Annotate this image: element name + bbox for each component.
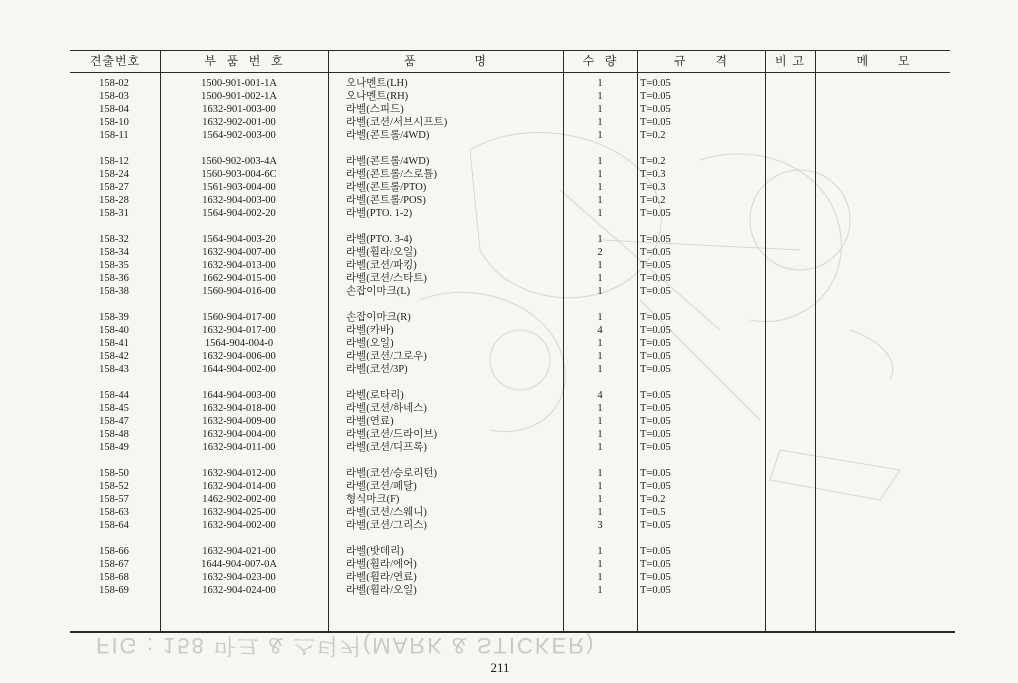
row-quantity: 1 (597, 130, 603, 141)
row-part-number: 1632-904-004-00 (202, 429, 276, 440)
row-name: 라벨(연료) (346, 416, 394, 427)
row-quantity: 1 (597, 182, 603, 193)
row-code: 158-48 (99, 429, 129, 440)
row-code: 158-31 (99, 208, 129, 219)
row-spec: T=0.05 (640, 104, 671, 115)
col-divider (637, 50, 638, 632)
row-part-number: 1564-904-004-0 (204, 338, 274, 349)
row-spec: T=0.2 (640, 195, 666, 206)
row-spec: T=0.05 (640, 429, 671, 440)
row-part-number: 1632-904-018-00 (202, 403, 276, 414)
table-top-rule (70, 50, 950, 51)
row-part-number: 1632-904-025-00 (202, 507, 276, 518)
row-code: 158-49 (99, 442, 129, 453)
row-spec: T=0.05 (640, 260, 671, 271)
row-quantity: 1 (597, 546, 603, 557)
row-spec: T=0.05 (640, 481, 671, 492)
row-part-number: 1632-904-012-00 (202, 468, 276, 479)
row-part-number: 1564-904-003-20 (202, 234, 276, 245)
col-divider (328, 50, 329, 632)
row-name: 라벨(코션/서브시프트) (346, 117, 448, 128)
row-spec: T=0.2 (640, 494, 666, 505)
col-divider (815, 50, 816, 632)
row-code: 158-28 (99, 195, 129, 206)
row-name: 라벨(스피드) (346, 104, 404, 115)
row-name: 손잡이마크(L) (346, 286, 411, 297)
row-quantity: 4 (597, 390, 603, 401)
row-name: 손잡이마크(R) (346, 312, 411, 323)
row-code: 158-12 (99, 156, 129, 167)
row-part-number: 1632-904-003-00 (202, 195, 276, 206)
row-spec: T=0.05 (640, 117, 671, 128)
row-name: 라벨(밧데리) (346, 546, 404, 557)
row-part-number: 1560-902-003-4A (201, 156, 277, 167)
row-spec: T=0.05 (640, 585, 671, 596)
row-spec: T=0.2 (640, 156, 666, 167)
row-name: 라벨(코션/3P) (346, 364, 408, 375)
row-code: 158-03 (99, 91, 129, 102)
row-code: 158-45 (99, 403, 129, 414)
row-name: 라벨(코션/스웨니) (346, 507, 427, 518)
row-spec: T=0.05 (640, 208, 671, 219)
row-name: 라벨(코션/그리스) (346, 520, 427, 531)
row-code: 158-10 (99, 117, 129, 128)
row-spec: T=0.05 (640, 468, 671, 479)
row-part-number: 1632-904-011-00 (202, 442, 276, 453)
row-quantity: 1 (597, 104, 603, 115)
header-name: 품 명 (404, 54, 487, 68)
row-code: 158-39 (99, 312, 129, 323)
row-code: 158-42 (99, 351, 129, 362)
row-part-number: 1632-904-014-00 (202, 481, 276, 492)
row-code: 158-50 (99, 468, 129, 479)
row-part-number: 1564-904-002-20 (202, 208, 276, 219)
col-divider (765, 50, 766, 632)
row-spec: T=0.05 (640, 416, 671, 427)
row-part-number: 1644-904-002-00 (202, 364, 276, 375)
row-spec: T=0.05 (640, 78, 671, 89)
row-spec: T=0.05 (640, 520, 671, 531)
row-code: 158-34 (99, 247, 129, 258)
row-spec: T=0.05 (640, 247, 671, 258)
row-spec: T=0.3 (640, 169, 666, 180)
row-spec: T=0.05 (640, 234, 671, 245)
row-name: 라벨(로타리) (346, 390, 404, 401)
row-code: 158-69 (99, 585, 129, 596)
row-part-number: 1560-904-016-00 (202, 286, 276, 297)
row-quantity: 1 (597, 585, 603, 596)
row-quantity: 1 (597, 338, 603, 349)
row-code: 158-27 (99, 182, 129, 193)
row-name: 오나멘트(RH) (346, 91, 409, 102)
row-quantity: 4 (597, 325, 603, 336)
row-code: 158-64 (99, 520, 129, 531)
row-quantity: 1 (597, 117, 603, 128)
row-spec: T=0.05 (640, 442, 671, 453)
row-quantity: 1 (597, 351, 603, 362)
row-quantity: 1 (597, 273, 603, 284)
row-part-number: 1462-902-002-00 (202, 494, 276, 505)
row-name: 라벨(콘트롤/4WD) (346, 156, 430, 167)
row-part-number: 1632-904-002-00 (202, 520, 276, 531)
row-spec: T=0.05 (640, 351, 671, 362)
row-quantity: 1 (597, 78, 603, 89)
row-part-number: 1632-901-003-00 (202, 104, 276, 115)
row-code: 158-35 (99, 260, 129, 271)
row-quantity: 1 (597, 286, 603, 297)
row-code: 158-66 (99, 546, 129, 557)
row-code: 158-24 (99, 169, 129, 180)
row-name: 라벨(콘트롤/4WD) (346, 130, 430, 141)
row-quantity: 1 (597, 572, 603, 583)
row-code: 158-38 (99, 286, 129, 297)
row-quantity: 1 (597, 312, 603, 323)
row-part-number: 1560-903-004-6C (201, 169, 277, 180)
row-quantity: 1 (597, 481, 603, 492)
row-part-number: 1644-904-003-00 (202, 390, 276, 401)
row-code: 158-04 (99, 104, 129, 115)
row-part-number: 1632-904-006-00 (202, 351, 276, 362)
row-name: 라벨(콘트롤/PTO) (346, 182, 427, 193)
row-quantity: 1 (597, 507, 603, 518)
row-spec: T=0.5 (640, 507, 666, 518)
row-part-number: 1500-901-001-1A (201, 78, 277, 89)
row-quantity: 1 (597, 234, 603, 245)
mirrored-footer-bleedthrough: FIG : 158 마크 & 스티커(MARK & STICKER) (96, 633, 596, 658)
row-code: 158-52 (99, 481, 129, 492)
row-part-number: 1564-902-003-00 (202, 130, 276, 141)
row-spec: T=0.05 (640, 338, 671, 349)
row-code: 158-41 (99, 338, 129, 349)
row-name: 라벨(휠라/오일) (346, 247, 417, 258)
row-quantity: 3 (597, 520, 603, 531)
row-part-number: 1632-904-023-00 (202, 572, 276, 583)
row-part-number: 1644-904-007-0A (201, 559, 277, 570)
row-name: 라벨(코션/그로우) (346, 351, 427, 362)
row-quantity: 1 (597, 468, 603, 479)
page-number: 211 (490, 660, 510, 675)
row-name: 라벨(코션/하네스) (346, 403, 427, 414)
row-code: 158-40 (99, 325, 129, 336)
row-name: 오나멘트(LH) (346, 78, 408, 89)
row-name: 라벨(코션/스타트) (346, 273, 427, 284)
row-part-number: 1632-904-017-00 (202, 325, 276, 336)
row-quantity: 1 (597, 403, 603, 414)
row-spec: T=0.05 (640, 273, 671, 284)
row-quantity: 1 (597, 494, 603, 505)
row-code: 158-68 (99, 572, 129, 583)
row-name: 라벨(휠라/연료) (346, 572, 417, 583)
row-code: 158-32 (99, 234, 129, 245)
row-name: 라벨(코션/페달) (346, 481, 417, 492)
row-spec: T=0.05 (640, 91, 671, 102)
row-spec: T=0.05 (640, 364, 671, 375)
row-quantity: 1 (597, 169, 603, 180)
row-code: 158-47 (99, 416, 129, 427)
row-code: 158-02 (99, 78, 129, 89)
header-memo: 메 모 (856, 54, 911, 68)
row-code: 158-36 (99, 273, 129, 284)
row-spec: T=0.05 (640, 286, 671, 297)
header-spec: 규 격 (673, 54, 729, 68)
header-part-number: 부 품 번 호 (204, 54, 284, 68)
row-part-number: 1632-904-013-00 (202, 260, 276, 271)
row-quantity: 1 (597, 91, 603, 102)
row-code: 158-43 (99, 364, 129, 375)
row-code: 158-44 (99, 390, 129, 401)
row-quantity: 1 (597, 195, 603, 206)
row-name: 라벨(휠라/오일) (346, 585, 417, 596)
row-spec: T=0.05 (640, 403, 671, 414)
header-quantity: 수 량 (582, 54, 618, 68)
row-code: 158-63 (99, 507, 129, 518)
row-part-number: 1561-903-004-00 (202, 182, 276, 193)
row-quantity: 1 (597, 156, 603, 167)
row-part-number: 1632-904-009-00 (202, 416, 276, 427)
col-divider (563, 50, 564, 632)
row-part-number: 1632-904-007-00 (202, 247, 276, 258)
row-part-number: 1632-902-001-00 (202, 117, 276, 128)
row-part-number: 1632-904-024-00 (202, 585, 276, 596)
row-part-number: 1632-904-021-00 (202, 546, 276, 557)
row-name: 라벨(콘트롤/POS) (346, 195, 426, 206)
row-name: 라벨(PTO. 1-2) (346, 208, 413, 219)
row-code: 158-67 (99, 559, 129, 570)
row-name: 라벨(코션/드라이브) (346, 429, 438, 440)
row-spec: T=0.05 (640, 390, 671, 401)
row-quantity: 1 (597, 416, 603, 427)
row-part-number: 1560-904-017-00 (202, 312, 276, 323)
row-code: 158-11 (99, 130, 129, 141)
row-part-number: 1662-904-015-00 (202, 273, 276, 284)
row-name: 라벨(코션/승로리턴) (346, 468, 438, 479)
row-quantity: 1 (597, 442, 603, 453)
row-quantity: 2 (597, 247, 603, 258)
row-name: 라벨(PTO. 3-4) (346, 234, 413, 245)
row-spec: T=0.2 (640, 130, 666, 141)
row-code: 158-57 (99, 494, 129, 505)
header-code: 견출번호 (89, 54, 141, 68)
col-divider (160, 50, 161, 632)
header-bottom-rule (70, 72, 950, 73)
row-name: 라벨(코션/파킹) (346, 260, 417, 271)
row-spec: T=0.3 (640, 182, 666, 193)
row-quantity: 1 (597, 208, 603, 219)
row-spec: T=0.05 (640, 572, 671, 583)
row-name: 라벨(휠라/에어) (346, 559, 417, 570)
row-name: 라벨(콘트롤/스로틀) (346, 169, 438, 180)
row-spec: T=0.05 (640, 546, 671, 557)
row-name: 형식마크(F) (346, 494, 400, 505)
row-name: 라벨(코션/디프록) (346, 442, 427, 453)
row-name: 라벨(카바) (346, 325, 394, 336)
row-spec: T=0.05 (640, 325, 671, 336)
row-spec: T=0.05 (640, 559, 671, 570)
header-remark: 비 고 (775, 54, 805, 68)
row-spec: T=0.05 (640, 312, 671, 323)
row-quantity: 1 (597, 260, 603, 271)
row-quantity: 1 (597, 364, 603, 375)
row-quantity: 1 (597, 429, 603, 440)
row-part-number: 1500-901-002-1A (201, 91, 277, 102)
row-quantity: 1 (597, 559, 603, 570)
row-name: 라벨(오일) (346, 338, 394, 349)
